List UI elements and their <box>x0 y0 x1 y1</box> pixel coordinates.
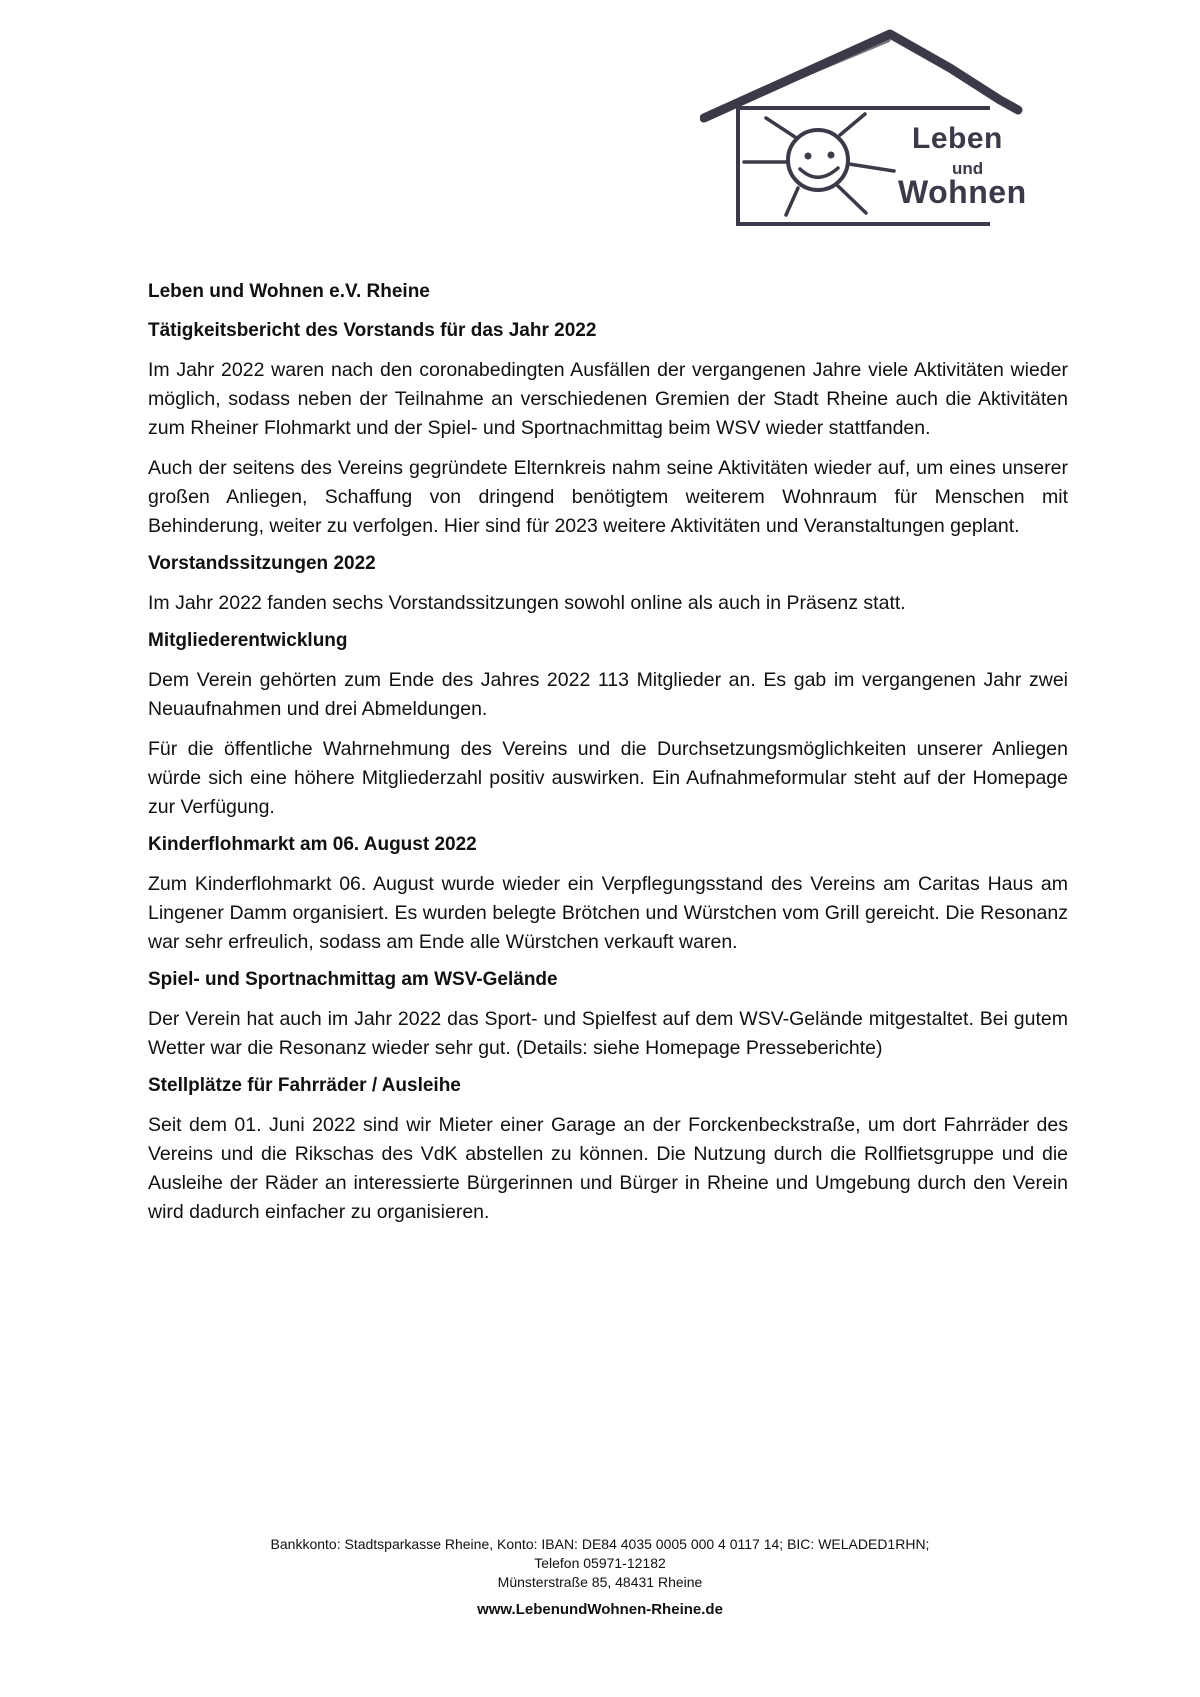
section-heading-flea-market: Kinderflohmarkt am 06. August 2022 <box>148 834 477 855</box>
logo-word-wohnen: Wohnen <box>898 174 1027 210</box>
intro-paragraph: Auch der seitens des Vereins gegründete Elternkreis nahm seine Aktivitäten wieder auf, um eines unserer großen Anliegen, Schaffung von dringend benötigtem weiterem Wohnraum für Menschen mit Behinderung, weiter zu verfolgen. Hier sind für 2023 weitere Aktivitäten und Veranstaltungen geplant. <box>148 457 1068 537</box>
section-heading-membership: Mitgliederentwicklung <box>148 630 348 651</box>
organization-title: Leben und Wohnen e.V. Rheine <box>148 281 430 302</box>
footer <box>0 1535 1200 1619</box>
section-paragraph: Für die öffentliche Wahrnehmung des Vereins und die Durchsetzungsmöglichkeiten unserer Anliegen würde sich eine höhere Mitgliederzahl positiv auswirken. Ein Aufnahmeformular steht auf der Homepage zur Verfügung. <box>148 738 1068 818</box>
logo-word-leben: Leben <box>912 122 1003 155</box>
footer-phone: Telefon 05971-12182 <box>534 1555 666 1571</box>
footer-address: Münsterstraße 85, 48431 Rheine <box>497 1574 703 1590</box>
section-paragraph: Im Jahr 2022 fanden sechs Vorstandssitzungen sowohl online als auch in Präsenz statt. <box>148 592 906 614</box>
footer-bank-details: Bankkonto: Stadtsparkasse Rheine, Konto: IBAN: DE84 4035 0005 000 4 0117 14; BIC: WELADED1RHN; <box>270 1536 930 1552</box>
section-paragraph: Seit dem 01. Juni 2022 sind wir Mieter einer Garage an der Forckenbeckstraße, um dort Fahrräder des Vereins und die Rikschas des VdK abstellen zu können. Die Nutzung durch die Rollfietsgruppe und die Ausleihe der Räder an interessierte Bürgerinnen und Bürger in Rheine und Umgebung durch den Verein wird dadurch einfacher zu organisieren. <box>148 1114 1068 1223</box>
section-heading-board-meetings: Vorstandssitzungen 2022 <box>148 553 376 574</box>
section-paragraph: Zum Kinderflohmarkt 06. August wurde wieder ein Verpflegungsstand des Vereins am Caritas Haus am Lingener Damm organisiert. Es wurden belegte Brötchen und Würstchen vom Grill gereicht. Die Resonanz war sehr erfreulich, sodass am Ende alle Würstchen verkauft waren. <box>148 873 1068 953</box>
report-title: Tätigkeitsbericht des Vorstands für das Jahr 2022 <box>148 320 597 341</box>
section-paragraph: Der Verein hat auch im Jahr 2022 das Sport- und Spielfest auf dem WSV-Gelände mitgestaltet. Bei gutem Wetter war die Resonanz wieder sehr gut. (Details: siehe Homepage Presseberichte) <box>148 1008 1068 1059</box>
footer-website-link[interactable]: www.LebenundWohnen-Rheine.de <box>477 1601 723 1618</box>
section-heading-sports-afternoon: Spiel- und Sportnachmittag am WSV-Gelände <box>148 969 558 990</box>
document-body <box>148 280 1068 1238</box>
section-heading-bike-parking: Stellplätze für Fahrräder / Ausleihe <box>148 1075 461 1096</box>
intro-paragraph: Im Jahr 2022 waren nach den coronabedingten Ausfällen der vergangenen Jahre viele Aktivitäten wieder möglich, sodass neben der Teilnahme an verschiedenen Gremien der Stadt Rheine auch die Aktivitäten zum Rheiner Flohmarkt und der Spiel- und Sportnachmittag beim WSV wieder stattfanden. <box>148 359 1068 439</box>
logo-word-und: und <box>952 159 984 178</box>
section-paragraph: Dem Verein gehörten zum Ende des Jahres 2022 113 Mitglieder an. Es gab im vergangenen Jahr zwei Neuaufnahmen und drei Abmeldungen. <box>148 669 1068 720</box>
logo <box>700 28 1060 228</box>
